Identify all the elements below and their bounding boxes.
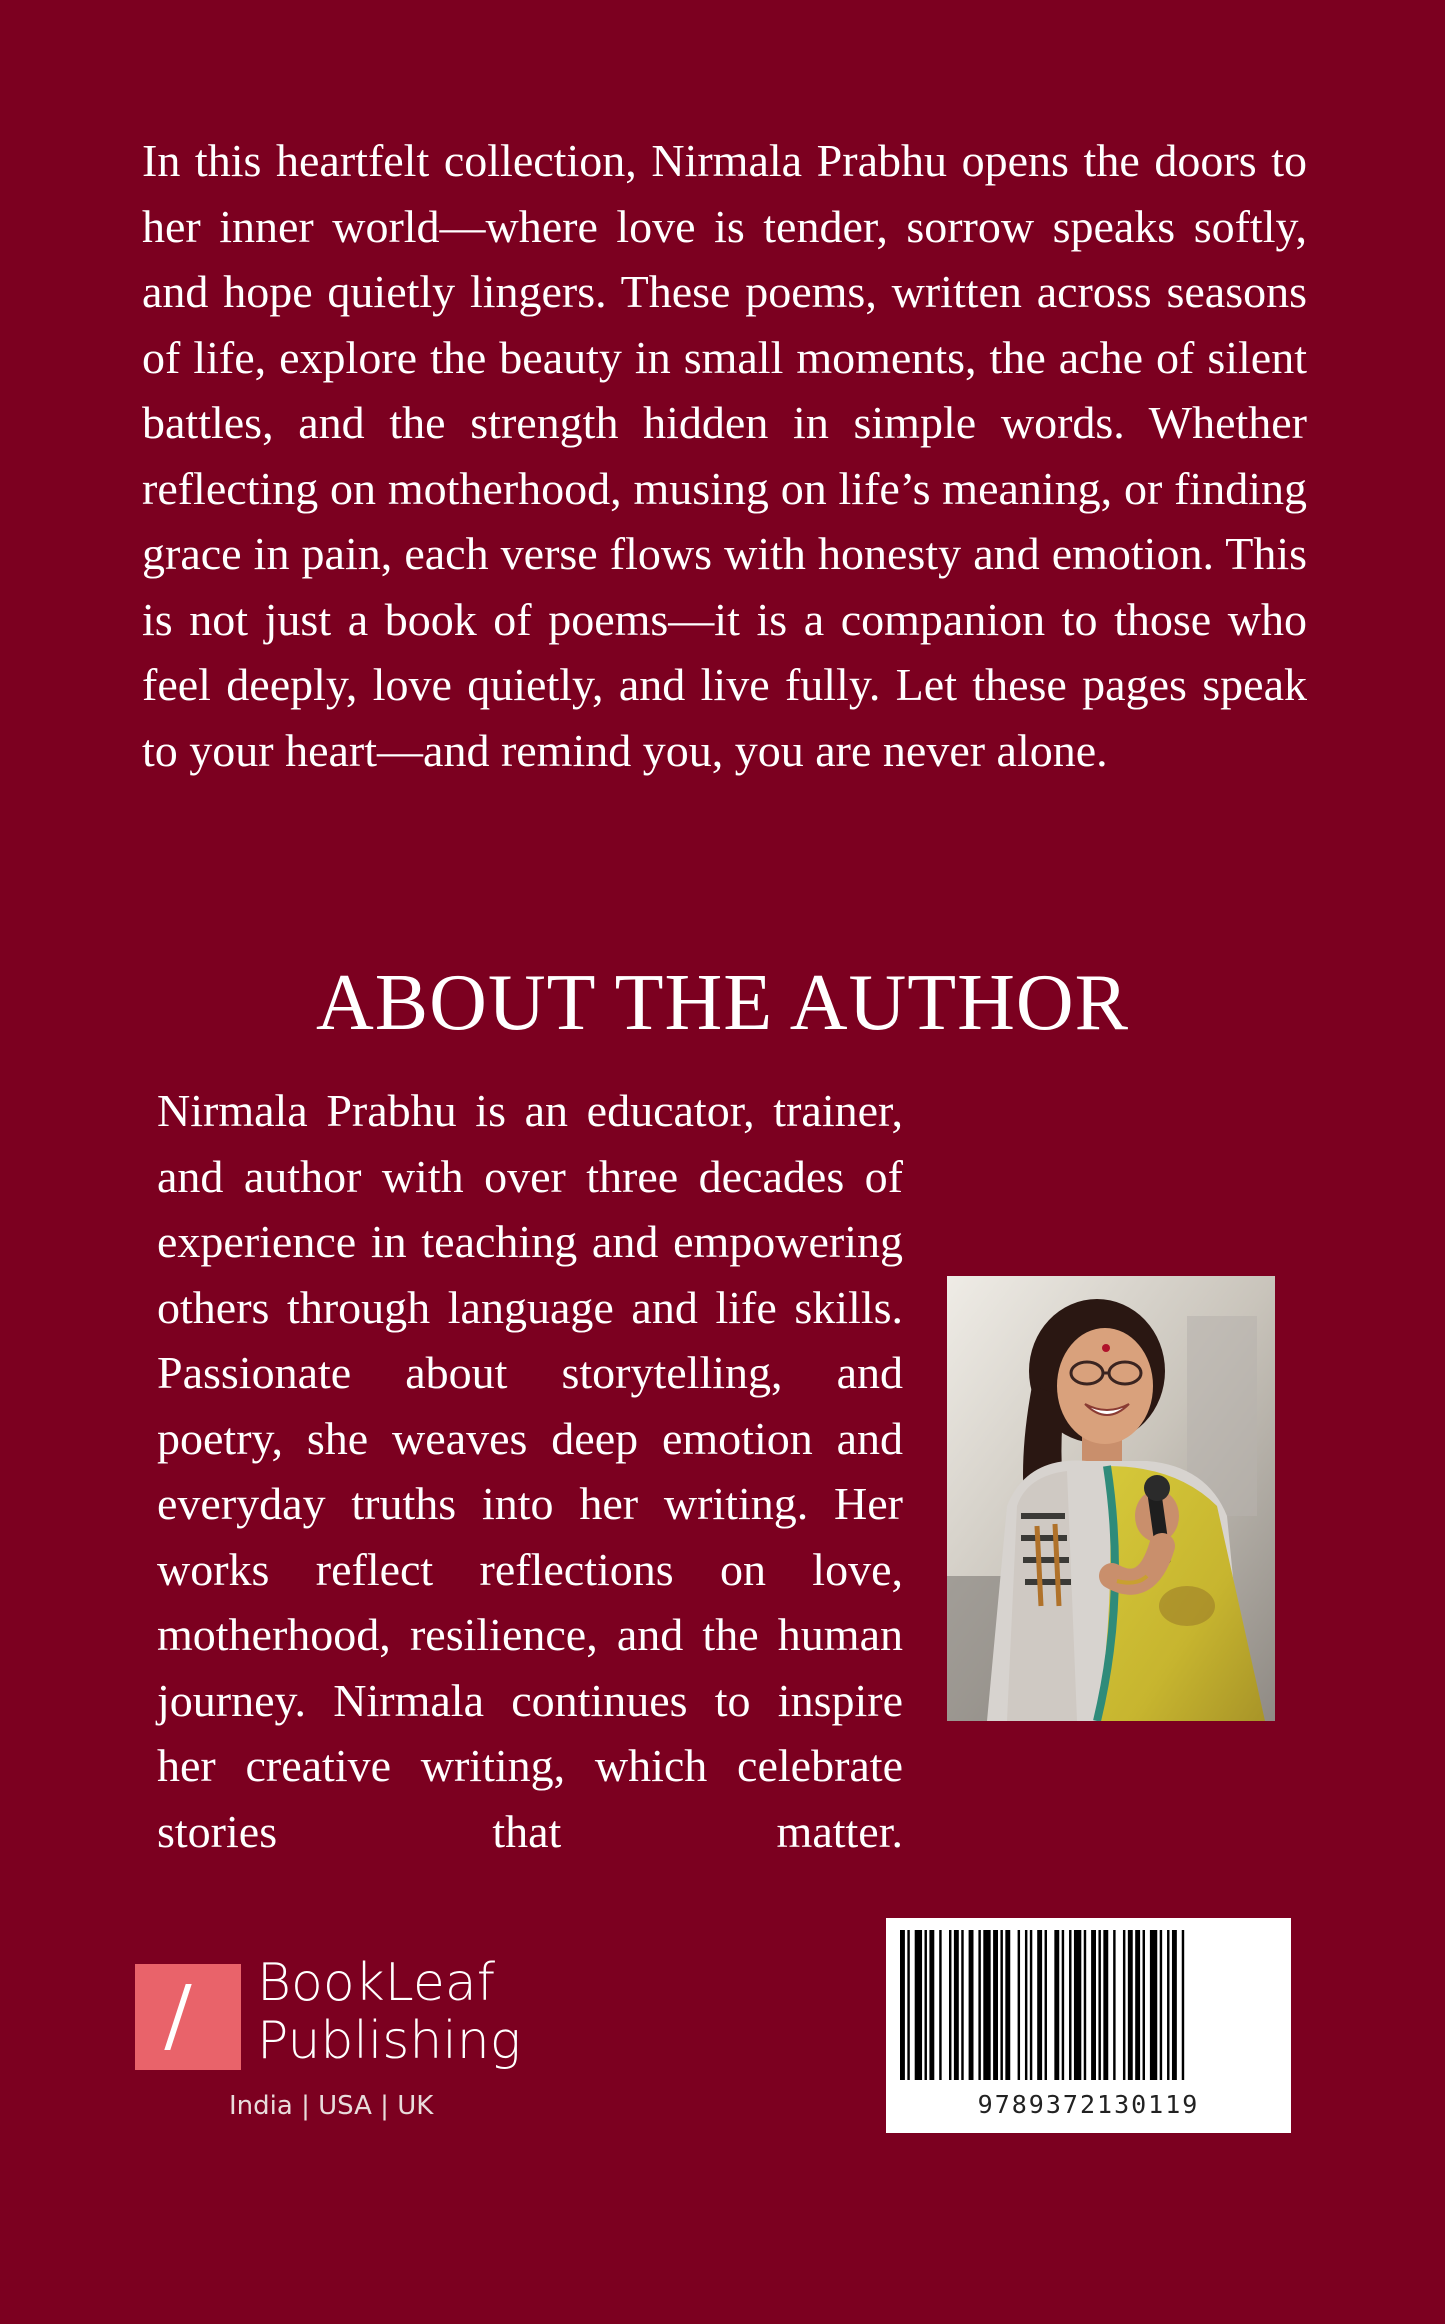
isbn-barcode <box>886 1918 1291 2133</box>
author-bio: Nirmala Prabhu is an educator, trainer, and author with over three decades of experience in teaching and empowering others through language and life skills. Passionate about storytelling, and poetry, she weaves deep emotion and everyday truths into her writing. Her works reflect reflections on love, motherhood, resilience, and the human journey. Nirmala continues to inspire her creative writing, which celebrate stories that matter. <box>157 1085 903 1857</box>
barcode-bars <box>900 1930 1277 2088</box>
barcode-bar <box>939 1930 941 2080</box>
barcode-bar <box>1045 1930 1047 2080</box>
barcode-bar <box>1143 1930 1145 2080</box>
barcode-bar <box>969 1930 974 2080</box>
publisher-name-line2: Publishing <box>257 2011 521 2071</box>
barcode-bar <box>907 1930 909 2080</box>
barcode-bar <box>925 1930 927 2080</box>
author-photo <box>947 1276 1275 1721</box>
isbn-number: 9789372130119 <box>977 2090 1200 2119</box>
barcode-bar <box>961 1930 963 2080</box>
barcode-bar <box>949 1930 951 2080</box>
barcode-bar <box>1018 1930 1020 2080</box>
barcode-bar <box>1037 1930 1042 2080</box>
about-author-heading: ABOUT THE AUTHOR <box>315 959 1130 1047</box>
barcode-bar <box>954 1930 959 2080</box>
barcode-bar <box>1062 1930 1064 2080</box>
barcode-bar <box>1113 1930 1115 2080</box>
publisher-regions: India | USA | UK <box>229 2091 434 2121</box>
barcode-bar <box>1182 1930 1184 2080</box>
barcode-bar <box>1128 1930 1133 2080</box>
barcode-bar <box>1030 1930 1032 2080</box>
barcode-bar <box>1135 1930 1140 2080</box>
barcode-bar <box>1025 1930 1027 2080</box>
barcode-bar <box>1074 1930 1081 2080</box>
back-cover-blurb: In this heartfelt collection, Nirmala Prabhu opens the doors to her inner world—where love is tender, sorrow speaks softly, and hope quietly lingers. These poems, written across seasons of life, explore the beauty in small moments, the ache of silent battles, and the strength hidden in simple words. Whether reflecting on motherhood, musing on life’s meaning, or finding grace in pain, each verse flows with honesty and emotion. This is not just a book of poems—it is a companion to those who feel deeply, love quietly, and live fully. Let these pages speak to your heart—and remind you, you are never alone. <box>142 135 1307 776</box>
barcode-bar <box>915 1930 922 2080</box>
publisher-name-line1: BookLeaf <box>257 1953 496 2013</box>
barcode-bar <box>1000 1930 1002 2080</box>
publisher-name <box>257 1954 521 2070</box>
barcode-bar <box>993 1930 998 2080</box>
barcode-bar <box>1091 1930 1096 2080</box>
barcode-bar <box>1160 1930 1162 2080</box>
barcode-bar <box>900 1930 905 2080</box>
barcode-bar <box>1084 1930 1086 2080</box>
bookleaf-logo-icon <box>135 1964 241 2070</box>
barcode-bar <box>983 1930 990 2080</box>
barcode-bar <box>1098 1930 1100 2080</box>
barcode-bar <box>1054 1930 1059 2080</box>
barcode-bar <box>978 1930 980 2080</box>
barcode-bar <box>1172 1930 1177 2080</box>
barcode-bar <box>929 1930 934 2080</box>
barcode-bar <box>1103 1930 1108 2080</box>
barcode-bar <box>1005 1930 1010 2080</box>
barcode-bar <box>1123 1930 1125 2080</box>
barcode-bar <box>1069 1930 1071 2080</box>
barcode-bar <box>1150 1930 1157 2080</box>
barcode-bar <box>1167 1930 1169 2080</box>
